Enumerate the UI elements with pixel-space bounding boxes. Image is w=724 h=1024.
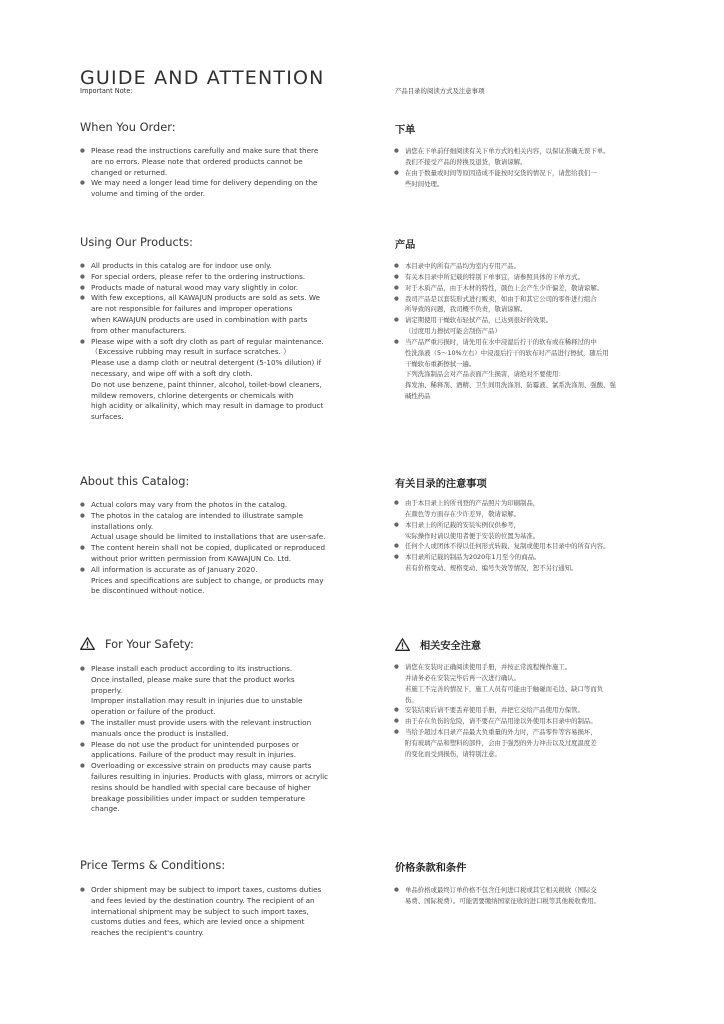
- list-item: ● Please install each product according to its instructions. Once installed, please make sure that the product works properly. Improper installation may result in injuries due to unstable operation or failure of the product.: [91, 664, 341, 718]
- safety-list: [91, 664, 341, 815]
- warning-icon: [395, 638, 410, 651]
- section-price-title-cn: 价格条款和条件: [395, 863, 467, 874]
- list-item: ● 对于木质产品，由于木材的特性，颜色上会产生少许偏差，敬请谅解。: [405, 283, 665, 294]
- section-catalog-title-cn: 有关目录的注意事项: [395, 479, 487, 490]
- price-list: [91, 885, 341, 939]
- warning-icon: [80, 637, 95, 650]
- list-item: ● 请您在下单前仔细阅读有关下单方式的相关内容，以保证准确无误下单。 我们不接受产品的替换及退货，敬请谅解。: [405, 146, 665, 168]
- price-list-cn: [405, 885, 665, 907]
- order-list-cn: [405, 146, 665, 189]
- list-item: ● 当给予超过本目录产品最大负重量的外力时，产品零件等容易损坏， 附有玻璃产品和塑料的部件，会由于强烈的外力冲击以及过度温度差 的变化而受到损伤，请特别注意。: [405, 727, 665, 760]
- page-subtitle-cn: 产品目录的阅读方式及注意事项: [395, 87, 485, 95]
- section-safety-title: [80, 637, 194, 651]
- list-item: ● Actual colors may vary from the photos in the catalog.: [91, 500, 341, 511]
- list-item: ● 当产品严重污损时，请先用在水中浸湿后拧干的软布或在稀释过的中 性洗涤液（5～10%左右）中浸湿后拧干的软布对产品进行擦拭，随后用 干燥软布重新擦拭一遍。 下列洗涤制品会对产品表面产生损害，请绝对不要使用： 挥发油、稀释剂、酒精、卫生间用洗涤剂、防霉液、氯系洗涤剂、强酸、强 碱性药品: [405, 337, 665, 402]
- list-item: ● Please do not use the product for unintended purposes or applications. Failure of the product may result in injuries.: [91, 740, 341, 762]
- list-item: ● We may need a longer lead time for delivery depending on the volume and timing of the order.: [91, 178, 341, 200]
- list-item: ● All information is accurate as of January 2020. Prices and specifications are subject to change, or products may be discontinued without notice.: [91, 565, 341, 597]
- safety-list-cn: [405, 662, 665, 760]
- list-item: ● 本目录所记载的制品为2020年1月至今的商品。 若有价格变动、规格变动、编号失效等情况，恕不另行通知。: [405, 552, 665, 574]
- catalog-list: [91, 500, 341, 597]
- list-item: ● 安装结束后请不要丢弃使用手册，并把它交给产品使用方保管。: [405, 705, 665, 716]
- using-list: [91, 261, 341, 423]
- list-item: ● Please wipe with a soft dry cloth as part of regular maintenance. （Excessive rubbing may result in surface scratches. ） Please use a damp cloth or neutral detergent (5-10% dilution) if necessary, and wipe off with a soft dry cloth. Do not use benzene, paint thinner, alcohol, toilet-bowl cleaners, mildew removers, chlorine detergents or chemicals with high acidity or alkalinity, which may result in damage to product surfaces.: [91, 337, 341, 423]
- section-safety-label: For Your Safety:: [105, 637, 194, 651]
- list-item: ● All products in this catalog are for indoor use only.: [91, 261, 341, 272]
- section-catalog-title: About this Catalog:: [80, 474, 190, 488]
- list-item: ● 有关本目录中所记载的特别下单事宜，请参照具体的下单方式。: [405, 272, 665, 283]
- section-safety-title-cn: [395, 637, 481, 652]
- list-item: ● 本目录中的所有产品均为室内专用产品。: [405, 261, 665, 272]
- page-title: GUIDE AND ATTENTION: [80, 67, 325, 89]
- list-item: ● 请定期使用干燥软布轻拭产品，已达到很好的效果。 （过度用力擦拭可能会刮伤产品）: [405, 315, 665, 337]
- list-item: ● 任何个人或团体不得以任何形式转载、复制或使用本目录中的所有内容。: [405, 541, 665, 552]
- list-item: ● The installer must provide users with the relevant instruction manuals once the product is installed.: [91, 718, 341, 740]
- list-item: ● Products made of natural wood may vary slightly in color.: [91, 283, 341, 294]
- order-list: [91, 146, 341, 200]
- list-item: ● 单品价格或最终订单价格不包含任何进口税或其它相关税收（国际交 易费、国际税费）。可能需要缴纳国家征收的进口税等其他税收费用。: [405, 885, 665, 907]
- list-item: ● Please read the instructions carefully and make sure that there are no errors. Please note that ordered products cannot be changed or returned.: [91, 146, 341, 178]
- section-order-title-cn: 下单: [395, 125, 416, 136]
- list-item: ● Order shipment may be subject to import taxes, customs duties and fees levied by the destination country. The recipient of an international shipment may be subject to such import taxes, customs duties and fees, which are levied once a shipment reaches the recipient's country.: [91, 885, 341, 939]
- list-item: ● 由于存在负伤的危险，请不要在产品用途以外使用本目录中的制品。: [405, 716, 665, 727]
- list-item: ● Overloading or excessive strain on products may cause parts failures resulting in injuries. Products with glass, mirrors or acrylic resins should be handled with special care because of higher breakage possibilities under impact or sudden temperature change.: [91, 761, 341, 815]
- section-safety-label-cn: 相关安全注意: [420, 641, 482, 652]
- page-subtitle: Important Note:: [80, 87, 133, 95]
- section-using-title: Using Our Products:: [80, 235, 194, 249]
- using-list-cn: [405, 261, 665, 402]
- catalog-list-cn: [405, 498, 665, 574]
- list-item: ● The photos in the catalog are intended to illustrate sample installations only. Actual usage should be limited to installations that are user-safe.: [91, 511, 341, 543]
- section-price-title: Price Terms & Conditions:: [80, 858, 226, 872]
- list-item: ● 在由于数量或时间等原因造成不能按时交货的情况下，请您给我们一 些时间处理。: [405, 168, 665, 190]
- list-item: ● 本目录上的所记载的安装实例仅供参考， 实际操作时请以使用者便于安装的位置为基准。: [405, 520, 665, 542]
- list-item: ● With few exceptions, all KAWAJUN products are sold as sets. We are not responsible for failures and improper operations when KAWAJUN products are used in combination with parts from other manufacturers.: [91, 293, 341, 336]
- list-item: ● 请您在安装时正确阅读使用手册，并按正常流程操作施工。 并请务必在安装完毕后再一次进行确认。 若施工不完善的情况下，施工人员有可能由于触碰而毛边、缺口等而负 伤。: [405, 662, 665, 705]
- list-item: ● For special orders, please refer to the ordering instructions.: [91, 272, 341, 283]
- list-item: ● The content herein shall not be copied, duplicated or reproduced without prior written permission from KAWAJUN Co. Ltd.: [91, 543, 341, 565]
- section-order-title: When You Order:: [80, 120, 176, 134]
- list-item: ● 我司产品是以套装形式进行贩卖，如由于和其它公司的零件进行组合 所导致的问题，我司概不负责，敬请谅解。: [405, 294, 665, 316]
- section-using-title-cn: 产品: [395, 240, 416, 251]
- list-item: ● 由于本目录上的所刊登的产品照片为印刷制品， 在颜色等方面存在少许差异，敬请谅解。: [405, 498, 665, 520]
